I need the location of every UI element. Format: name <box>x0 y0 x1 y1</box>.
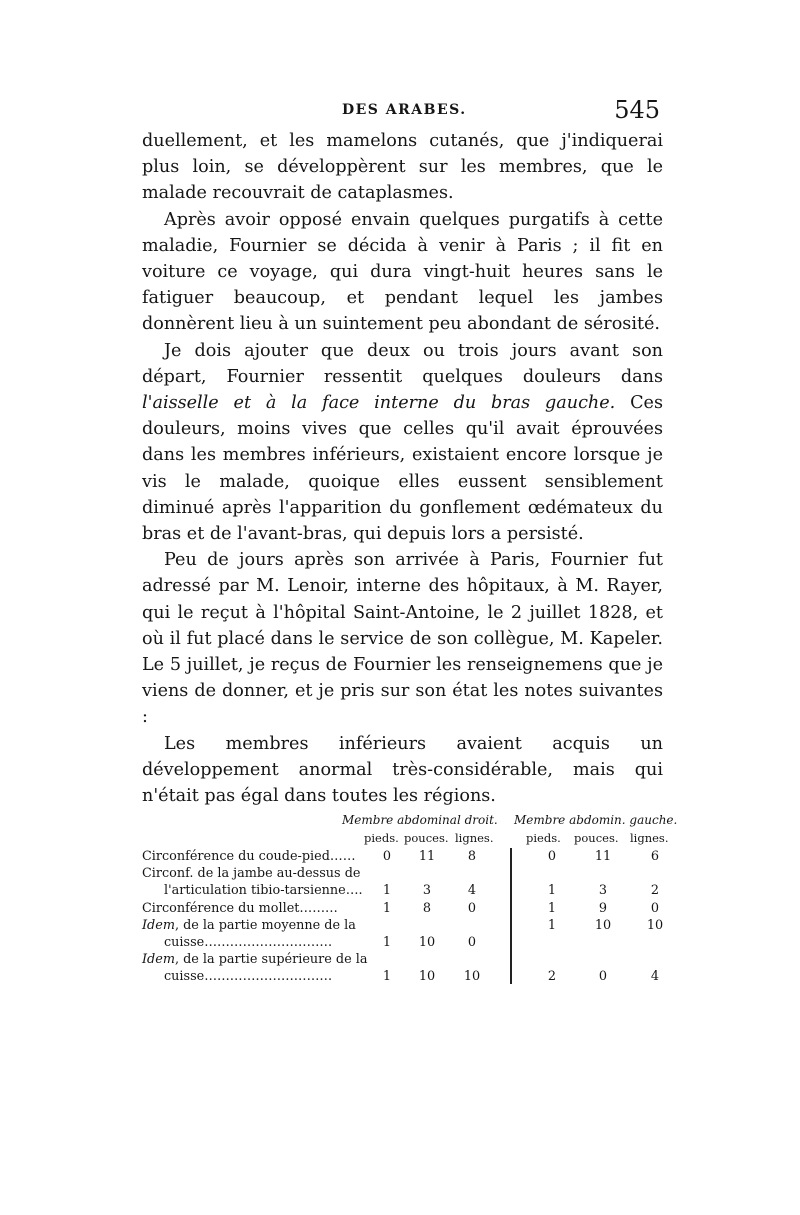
table-cell: 2 <box>650 883 660 899</box>
row-label-text: Circonf. de la jambe au-dessus de <box>142 866 361 882</box>
table-cell: 10 <box>418 969 436 985</box>
table-cell: 4 <box>650 969 660 985</box>
column-divider <box>510 848 512 984</box>
table-cell: 0 <box>382 849 392 864</box>
row-label-text: cuisse………………………… <box>164 969 333 985</box>
unit-header: pouces. <box>574 831 619 845</box>
table-cell: 10 <box>646 917 664 933</box>
body-text <box>142 128 663 809</box>
table-row <box>142 882 672 899</box>
table-cell: 0 <box>598 969 608 985</box>
table-cell: 9 <box>598 900 608 916</box>
row-label-text: cuisse………………………… <box>164 934 333 950</box>
paragraph <box>142 731 663 810</box>
table-cell: 11 <box>418 849 436 864</box>
row-label <box>164 934 332 951</box>
unit-header: lignes. <box>455 831 494 845</box>
table-row <box>142 951 672 968</box>
table-cell: 6 <box>650 849 660 864</box>
table-cell: 10 <box>463 969 481 985</box>
text-run: Après avoir opposé envain quelques purgatifs à cette maladie, Fournier se décida à venir à Paris ; il fit en voiture ce voyage, qui dura vingt-huit heures sans le fatiguer beaucoup, et pendant lequel les jambes donnèrent lieu à un suintement peu abondant de sérosité. <box>142 209 663 335</box>
table-cell: 1 <box>382 900 392 916</box>
paragraph <box>142 207 663 338</box>
text-run: Peu de jours après son arrivée à Paris, Fournier fut adressé par M. Lenoir, interne des hôpitaux, à M. Rayer, qui le reçut à l'hôpital Saint-Antoine, le 2 juillet 1828, et où il fut placé dans le service de son collègue, M. Kapeler. Le 5 juillet, je reçus de Fournier les renseignemens que je viens de donner, et je pris sur son état les notes suivantes : <box>142 550 663 728</box>
running-title: DES ARABES. <box>342 102 467 118</box>
text-run: Les membres inférieurs avaient acquis un développement anormal très-considérable, mais qui n'était pas égal dans toutes les régions. <box>142 733 663 807</box>
table-body <box>142 848 672 986</box>
text-run: duellement, et les mamelons cutanés, que j'indiquerai plus loin, se développèrent sur les membres, que le malade recouvrait de cataplasmes. <box>142 131 663 204</box>
table-cell: 3 <box>598 883 608 899</box>
row-label-idem: Idem <box>142 917 175 933</box>
table-cell: 8 <box>422 900 432 916</box>
table-row <box>142 968 672 985</box>
table-cell: 1 <box>382 934 392 950</box>
left-limb-header: Membre abdomin. gauche. <box>514 813 678 827</box>
row-label <box>164 968 332 985</box>
right-limb-header: Membre abdominal droit. <box>342 813 498 827</box>
unit-header: pieds. <box>364 831 399 845</box>
table-cell: 1 <box>547 883 557 899</box>
table-cell: 10 <box>418 934 436 950</box>
unit-header: pouces. <box>404 831 449 845</box>
table-headers <box>142 808 678 848</box>
table-row <box>142 934 672 951</box>
paragraph <box>142 128 663 207</box>
table-cell: 1 <box>547 900 557 916</box>
text-run: Je dois ajouter que deux ou trois jours avant son départ, Fournier ressentit quelques douleurs dans <box>142 340 663 387</box>
table-cell: 0 <box>467 900 477 916</box>
table-cell: 2 <box>547 969 557 985</box>
table-row <box>142 900 672 917</box>
row-label-text: Circonférence du mollet……… <box>142 900 338 916</box>
row-label-text: , de la partie moyenne de la <box>174 917 356 933</box>
row-label <box>142 917 356 934</box>
table-cell: 1 <box>382 883 392 899</box>
row-label <box>142 951 367 968</box>
table-row <box>142 848 672 865</box>
page-number: 545 <box>614 96 660 124</box>
table-cell: 3 <box>422 883 432 899</box>
page-header <box>142 96 660 130</box>
paragraph <box>142 547 663 730</box>
table-row <box>142 865 672 882</box>
row-label-text: , de la partie supérieure de la <box>174 952 368 968</box>
table-cell: 0 <box>547 849 557 864</box>
table-cell: 1 <box>382 969 392 985</box>
row-label <box>142 865 360 882</box>
text-run: Ces douleurs, moins vives que celles qu'il avait éprouvées dans les membres inférieurs, existaient encore lorsque je vis le malade, quoique elles eussent sensiblement diminué après l'apparition du gonflement œdémateux du bras et de l'avant-bras, qui depuis lors a persisté. <box>142 393 663 545</box>
table-cell: 10 <box>594 917 612 933</box>
unit-header: lignes. <box>630 831 669 845</box>
row-label-text: l'articulation tibio-tarsienne…. <box>164 883 363 899</box>
table-cell: 0 <box>650 900 660 916</box>
table-row <box>142 917 672 934</box>
row-label <box>164 882 363 899</box>
table-cell: 11 <box>594 849 612 864</box>
paragraph <box>142 338 663 548</box>
table-cell: 0 <box>467 934 477 950</box>
table-cell: 1 <box>547 917 557 933</box>
table-cell: 8 <box>467 849 477 864</box>
row-label <box>142 848 356 865</box>
table-cell: 4 <box>467 883 477 899</box>
row-label <box>142 900 338 917</box>
unit-header: pieds. <box>526 831 561 845</box>
measurements-table <box>142 808 678 986</box>
italic-text: l'aisselle et à la face interne du bras gauche. <box>142 393 616 414</box>
row-label-idem: Idem <box>142 952 175 968</box>
row-label-text: Circonférence du coude-pied…… <box>142 849 356 864</box>
